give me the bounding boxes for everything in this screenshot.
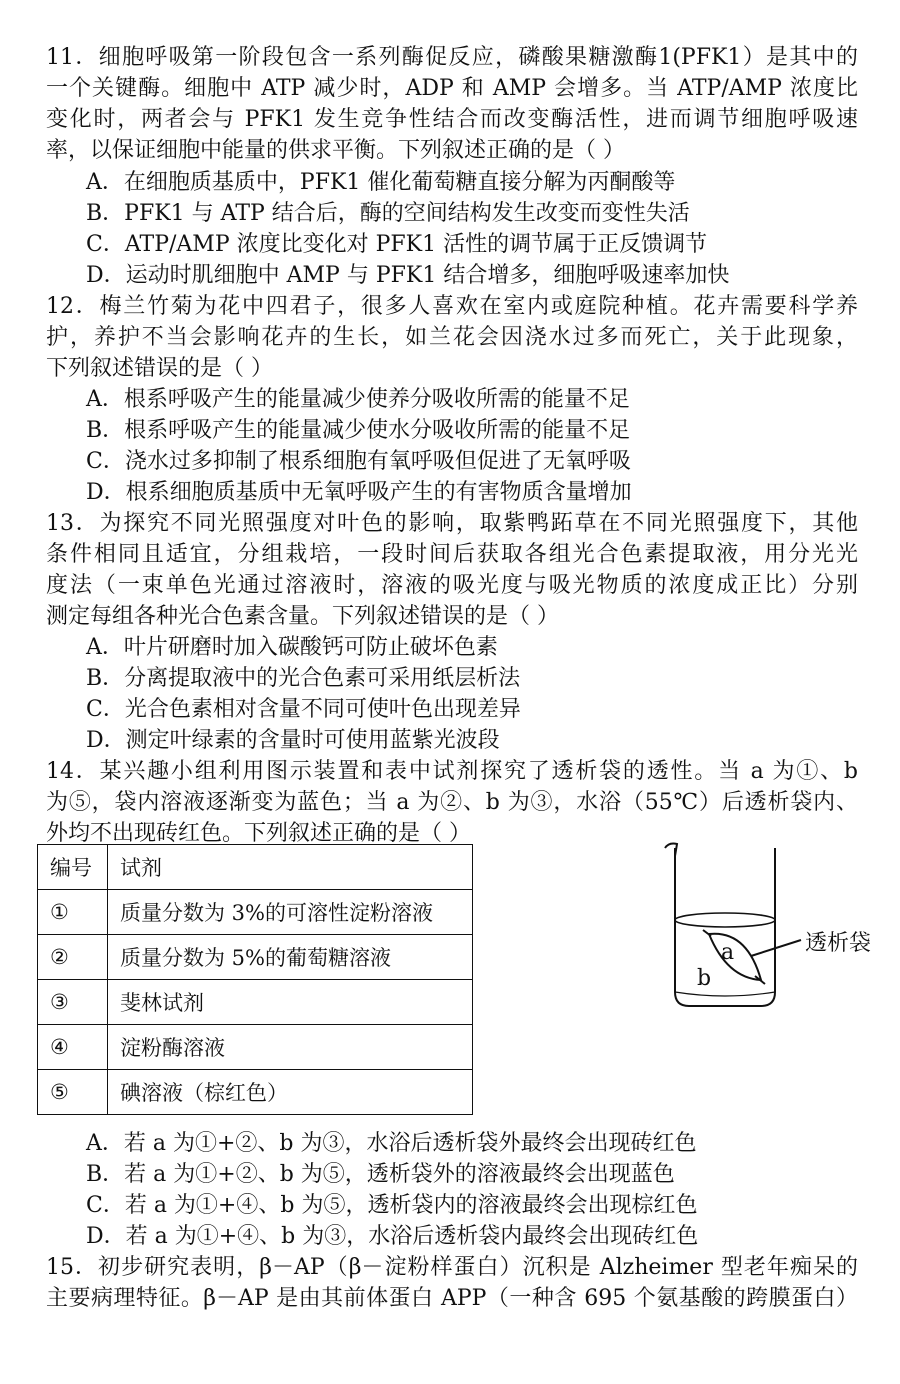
option-b: B．分离提取液中的光合色素可采用纸层析法 xyxy=(86,666,521,691)
table-row xyxy=(38,935,473,980)
table-row xyxy=(38,980,473,1025)
option-a: A．叶片研磨时加入碳酸钙可防止破坏色素 xyxy=(86,635,498,660)
option-a: A．根系呼吸产生的能量减少使养分吸收所需的能量不足 xyxy=(86,387,630,412)
beaker-drawing xyxy=(655,834,895,1014)
beaker-figure xyxy=(655,834,895,1014)
question-stem-line: 度法（一束单色光通过溶液时，溶液的吸光度与吸光物质的浓度成正比）分别 xyxy=(46,573,858,598)
question-stem-line: 测定每组各种光合色素含量。下列叙述错误的是（ ） xyxy=(46,604,559,629)
label-a: a xyxy=(721,940,735,965)
label-b: b xyxy=(697,966,712,991)
table-cell-number: ③ xyxy=(38,980,108,1025)
option-c: C．光合色素相对含量不同可使叶色出现差异 xyxy=(86,697,521,722)
table-cell-reagent: 斐林试剂 xyxy=(108,980,473,1025)
question-stem-line: 护，养护不当会影响花卉的生长，如兰花会因浇水过多而死亡，关于此现象， xyxy=(46,325,858,350)
table-cell-number: ⑤ xyxy=(38,1070,108,1115)
question-stem-line: 一个关键酶。细胞中 ATP 减少时，ADP 和 AMP 会增多。当 ATP/AMP 浓度比 xyxy=(46,76,858,101)
question-stem-line: 15．初步研究表明，β－AP（β－淀粉样蛋白）沉积是 Alzheimer 型老年痴呆的 xyxy=(46,1255,858,1280)
table-header-row xyxy=(38,845,473,890)
option-b: B．PFK1 与 ATP 结合后，酶的空间结构发生改变而变性失活 xyxy=(86,201,690,226)
question-stem-line: 下列叙述错误的是（ ） xyxy=(46,356,273,381)
option-b: B．根系呼吸产生的能量减少使水分吸收所需的能量不足 xyxy=(86,418,631,443)
option-d: D．测定叶绿素的含量时可使用蓝紫光波段 xyxy=(86,728,500,753)
option-d: D．根系细胞质基质中无氧呼吸产生的有害物质含量增加 xyxy=(86,480,632,505)
table-cell-reagent: 质量分数为 3%的可溶性淀粉溶液 xyxy=(108,890,473,935)
table-row xyxy=(38,1025,473,1070)
table-cell-number: ② xyxy=(38,935,108,980)
question-stem-line: 14．某兴趣小组利用图示装置和表中试剂探究了透析袋的透性。当 a 为①、b xyxy=(46,759,858,784)
table-cell-number: ① xyxy=(38,890,108,935)
question-stem-line: 13．为探究不同光照强度对叶色的影响，取紫鸭跖草在不同光照强度下，其他 xyxy=(46,511,858,536)
option-c: C．ATP/AMP 浓度比变化对 PFK1 活性的调节属于正反馈调节 xyxy=(86,232,708,257)
question-stem-line: 12．梅兰竹菊为花中四君子，很多人喜欢在室内或庭院种植。花卉需要科学养 xyxy=(46,294,858,319)
reagent-table xyxy=(37,844,473,1115)
option-d: D．运动时肌细胞中 AMP 与 PFK1 结合增多，细胞呼吸速率加快 xyxy=(86,263,730,288)
table-header-cell: 编号 xyxy=(38,845,108,890)
option-c: C．若 a 为①+④、b 为⑤，透析袋内的溶液最终会出现棕红色 xyxy=(86,1193,698,1218)
question-stem-line: 变化时，两者会与 PFK1 发生竞争性结合而改变酶活性，进而调节细胞呼吸速 xyxy=(46,107,858,132)
table-cell-reagent: 质量分数为 5%的葡萄糖溶液 xyxy=(108,935,473,980)
table-header-cell: 试剂 xyxy=(108,845,473,890)
table-row xyxy=(38,890,473,935)
question-stem-line: 外均不出现砖红色。下列叙述正确的是（ ） xyxy=(46,821,471,846)
question-stem-line: 率，以保证细胞中能量的供求平衡。下列叙述正确的是（ ） xyxy=(46,138,625,163)
question-stem-line: 11．细胞呼吸第一阶段包含一系列酶促反应，磷酸果糖激酶1(PFK1）是其中的 xyxy=(46,45,858,70)
table-cell-reagent: 碘溶液（棕红色） xyxy=(108,1070,473,1115)
table-cell-number: ④ xyxy=(38,1025,108,1070)
option-d: D．若 a 为①+④、b 为③，水浴后透析袋内最终会出现砖红色 xyxy=(86,1224,699,1249)
option-a: A．在细胞质基质中，PFK1 催化葡萄糖直接分解为丙酮酸等 xyxy=(86,170,676,195)
question-stem-line: 主要病理特征。β－AP 是由其前体蛋白 APP（一种含 695 个氨基酸的跨膜蛋白） xyxy=(46,1286,858,1311)
option-a: A．若 a 为①+②、b 为③，水浴后透析袋外最终会出现砖红色 xyxy=(86,1131,697,1156)
question-stem-line: 为⑤，袋内溶液逐渐变为蓝色；当 a 为②、b 为③，水浴（55℃）后透析袋内、 xyxy=(46,790,858,815)
option-c: C．浇水过多抑制了根系细胞有氧呼吸但促进了无氧呼吸 xyxy=(86,449,631,474)
table-cell-reagent: 淀粉酶溶液 xyxy=(108,1025,473,1070)
table-row xyxy=(38,1070,473,1115)
question-stem-line: 条件相同且适宜，分组栽培，一段时间后获取各组光合色素提取液，用分光光 xyxy=(46,542,858,567)
option-b: B．若 a 为①+②、b 为⑤，透析袋外的溶液最终会出现蓝色 xyxy=(86,1162,675,1187)
dialysis-bag-label: 透析袋 xyxy=(805,931,872,956)
